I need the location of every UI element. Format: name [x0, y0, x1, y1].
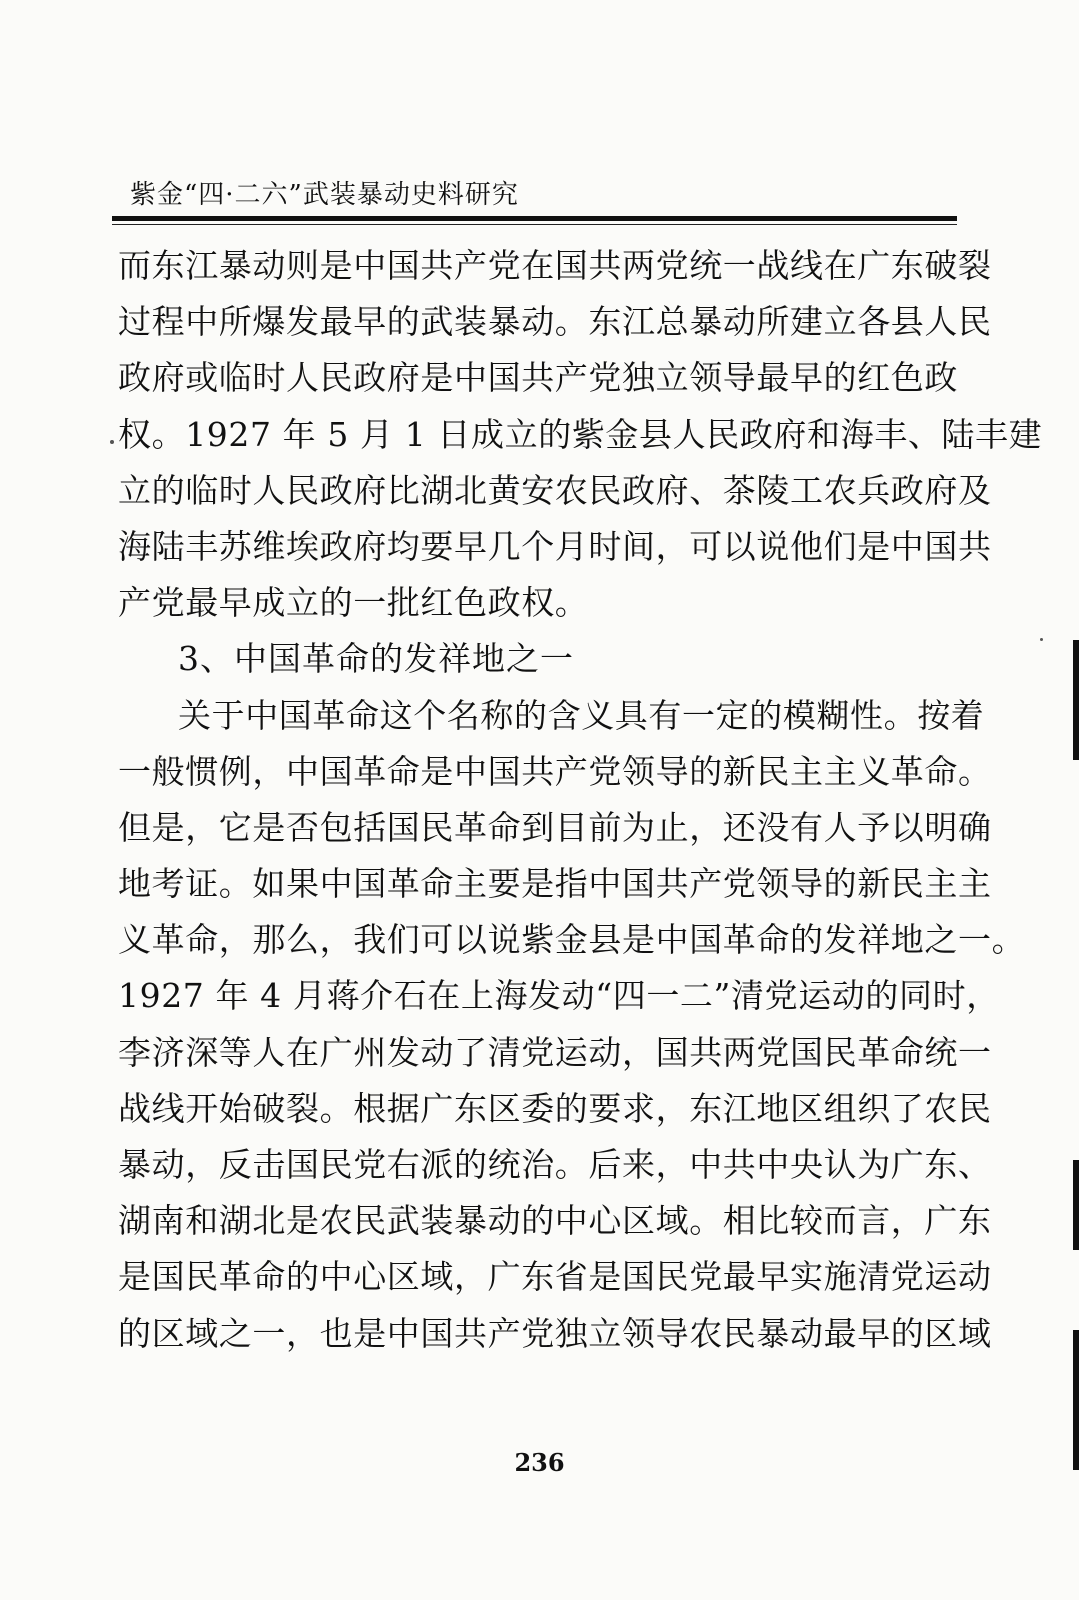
text-line: 李济深等人在广州发动了清党运动，国共两党国民革命统一	[118, 1032, 992, 1072]
scan-speck	[110, 440, 114, 444]
header-rule-thick	[112, 216, 957, 221]
section-heading: 3、中国革命的发祥地之一	[178, 639, 574, 679]
scan-edge-mark	[1073, 1160, 1079, 1250]
text-line: 权。1927 年 5 月 1 日成立的紫金县人民政府和海丰、陆丰建	[118, 414, 1043, 454]
text-line: 1927 年 4 月蒋介石在上海发动“四一二”清党运动的同时，	[118, 976, 1000, 1016]
text-line: 湖南和湖北是农民武装暴动的中心区域。相比较而言，广东	[118, 1201, 992, 1241]
text-line: 海陆丰苏维埃政府均要早几个月时间，可以说他们是中国共	[118, 526, 992, 566]
text-line: 战线开始破裂。根据广东区委的要求，东江地区组织了农民	[118, 1088, 992, 1128]
text-line: 地考证。如果中国革命主要是指中国共产党领导的新民主主	[118, 864, 992, 904]
text-line: 一般惯例，中国革命是中国共产党领导的新民主主义革命。	[118, 751, 992, 791]
text-line: 是国民革命的中心区域，广东省是国民党最早实施清党运动	[118, 1257, 992, 1297]
running-header: 紫金“四·二六”武装暴动史料研究	[130, 180, 519, 210]
text-line: 过程中所爆发最早的武装暴动。东江总暴动所建立各县人民	[118, 302, 992, 342]
text-line: 但是，它是否包括国民革命到目前为止，还没有人予以明确	[118, 807, 992, 847]
body-text	[118, 238, 1043, 1362]
text-line: 立的临时人民政府比湖北黄安农民政府、茶陵工农兵政府及	[118, 470, 992, 510]
scan-edge-mark	[1073, 640, 1079, 760]
page-number: 236	[514, 1448, 565, 1477]
text-line: 暴动，反击国民党右派的统治。后来，中共中央认为广东、	[118, 1145, 992, 1184]
text-line: 产党最早成立的一批红色政权。	[118, 583, 589, 623]
text-line: 政府或临时人民政府是中国共产党独立领导最早的红色政	[118, 358, 958, 398]
header-rule-thin	[112, 224, 957, 225]
text-line: 关于中国革命这个名称的含义具有一定的模糊性。按着	[178, 695, 985, 735]
text-line: 义革命，那么，我们可以说紫金县是中国革命的发祥地之一。	[118, 920, 1026, 960]
text-line: 的区域之一，也是中国共产党独立领导农民暴动最早的区域	[118, 1313, 992, 1353]
text-line: 而东江暴动则是中国共产党在国共两党统一战线在广东破裂	[118, 246, 992, 285]
scan-edge-mark	[1073, 1330, 1079, 1470]
scan-speck	[1040, 638, 1043, 641]
